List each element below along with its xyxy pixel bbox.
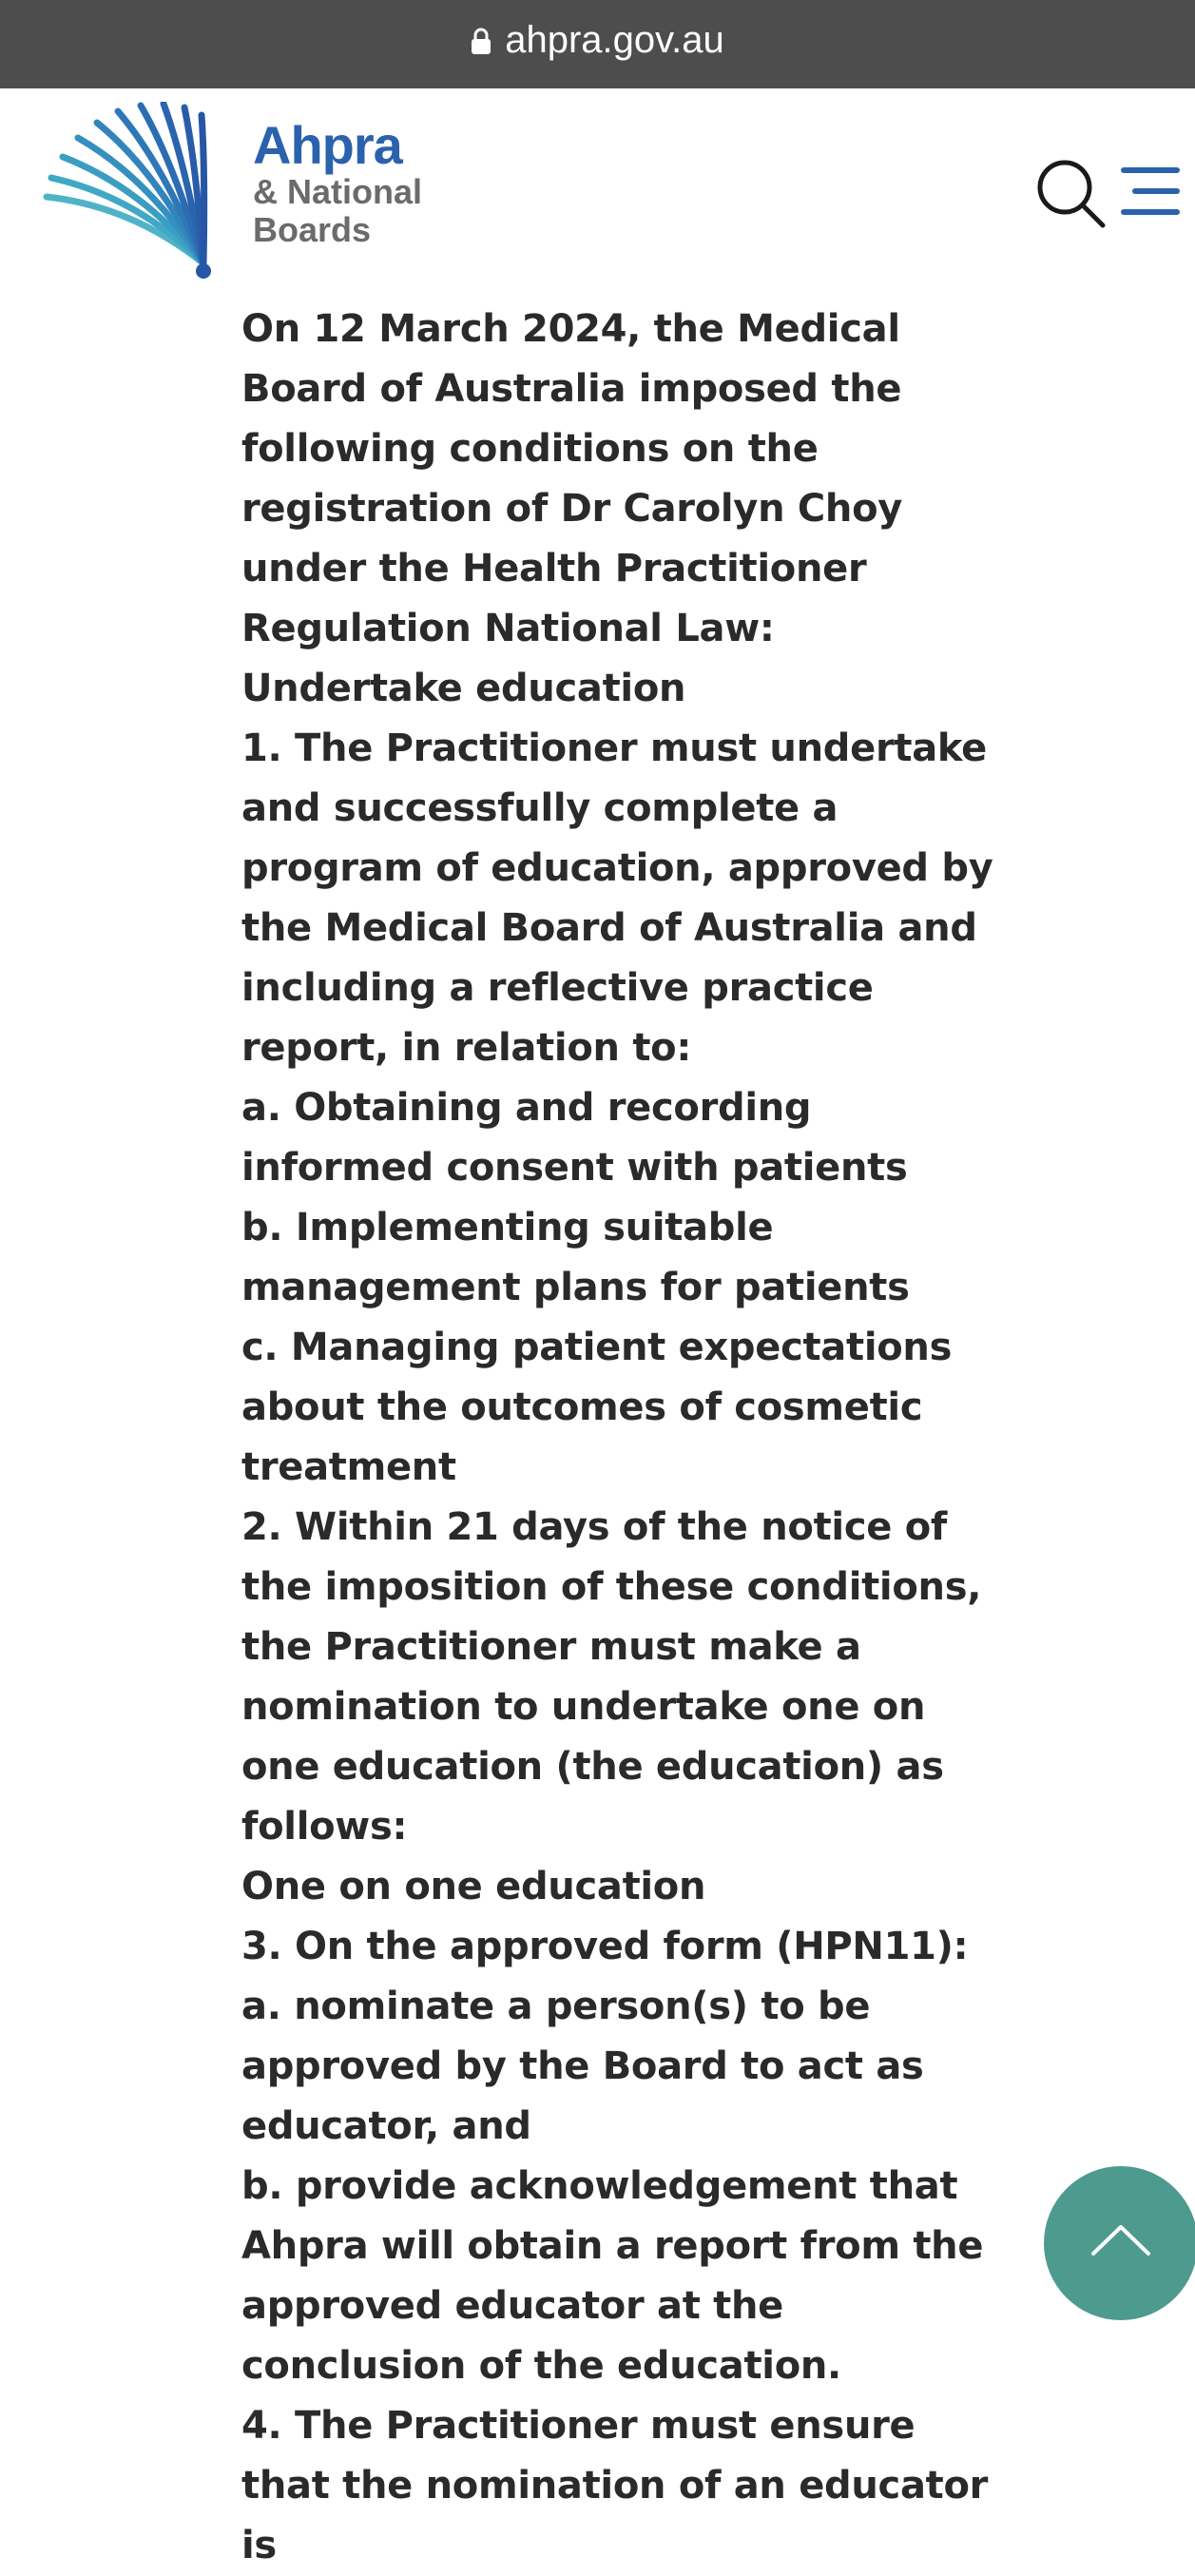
url-text: ahpra.gov.au [505,19,724,61]
logo-wordmark [253,115,423,249]
site-header [0,88,1195,288]
lock-icon [471,27,491,55]
condition-4: 4. The Practitioner must ensure that the nomination of an educator is [241,2404,989,2567]
scroll-to-top-button[interactable] [1044,2166,1195,2320]
section-heading-undertake-education: Undertake education [241,667,686,710]
article-content [241,300,1002,2576]
condition-3a: a. nominate a person(s) to be approved by the Board to act as educator, and [241,1985,924,2148]
intro-paragraph: On 12 March 2024, the Medical Board of Australia imposed the following conditions on the registration of Dr Carolyn Choy under the Health Practitioner Regulation National Law: [241,307,903,650]
menu-button[interactable] [1118,165,1181,218]
condition-1a: a. Obtaining and recording informed consent with patients [241,1086,908,1190]
condition-1b: b. Implementing suitable management plans for patients [241,1206,910,1309]
condition-1c: c. Managing patient expectations about the outcomes of cosmetic treatment [241,1326,953,1489]
condition-3b: b. provide acknowledgement that Ahpra will obtain a report from the approved educator at the conclusion of the education. [241,2164,984,2388]
logo-brand: Ahpra [253,115,402,175]
url-display[interactable] [471,19,724,62]
logo-sub-line1: & National [253,172,423,211]
condition-1: 1. The Practitioner must undertake and successfully complete a program of education, approved by the Medical Board of Australia and including a reflective practice report, in relation to: [241,726,993,1070]
logo-sub-line2: Boards [253,210,372,249]
section-heading-one-on-one: One on one education [241,1865,706,1908]
chevron-up-icon [1086,2216,1156,2263]
ahpra-fan-logo-icon [42,102,241,282]
browser-url-bar[interactable] [0,0,1195,88]
condition-3: 3. On the approved form (HPN11): [241,1925,969,1968]
menu-icon [1118,165,1181,218]
ahpra-logo[interactable] [42,102,441,282]
condition-2: 2. Within 21 days of the notice of the imposition of these conditions, the Practitioner must make a nomination to undertake one on one education (the education) as follows: [241,1505,982,1849]
search-button[interactable] [1034,157,1107,229]
search-icon [1034,157,1107,229]
